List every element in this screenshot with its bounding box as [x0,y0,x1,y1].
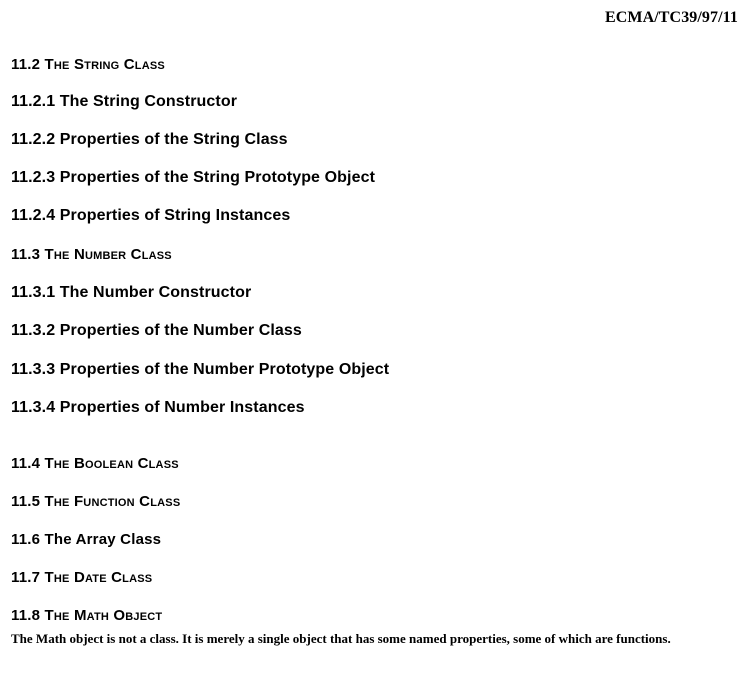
subsection-string-prototype-properties: 11.2.3 Properties of the String Prototype Object [11,169,375,186]
section-heading-function-class: 11.5 The Function Class [11,493,181,510]
section-heading-string-class: 11.2 The String Class [11,56,165,73]
subsection-string-instance-properties: 11.2.4 Properties of String Instances [11,207,291,224]
document-id: ECMA/TC39/97/11 [604,9,738,26]
subsection-string-constructor: 11.2.1 The String Constructor [11,93,238,110]
section-heading-array-class: 11.6 The Array Class [11,531,162,548]
subsection-number-class-properties: 11.3.2 Properties of the Number Class [11,322,302,339]
subsection-number-instance-properties: 11.3.4 Properties of Number Instances [11,399,305,416]
subsection-number-constructor: 11.3.1 The Number Constructor [11,284,252,301]
section-heading-math-object: 11.8 The Math Object [11,607,163,624]
subsection-string-class-properties: 11.2.2 Properties of the String Class [11,131,288,148]
section-heading-date-class: 11.7 The Date Class [11,569,153,586]
section-heading-boolean-class: 11.4 The Boolean Class [11,455,179,472]
math-object-description: The Math object is not a class. It is merely a single object that has some named properties, some of which are functions. [11,631,671,646]
subsection-number-prototype-properties: 11.3.3 Properties of the Number Prototype Object [11,361,390,378]
section-heading-number-class: 11.3 The Number Class [11,246,172,263]
